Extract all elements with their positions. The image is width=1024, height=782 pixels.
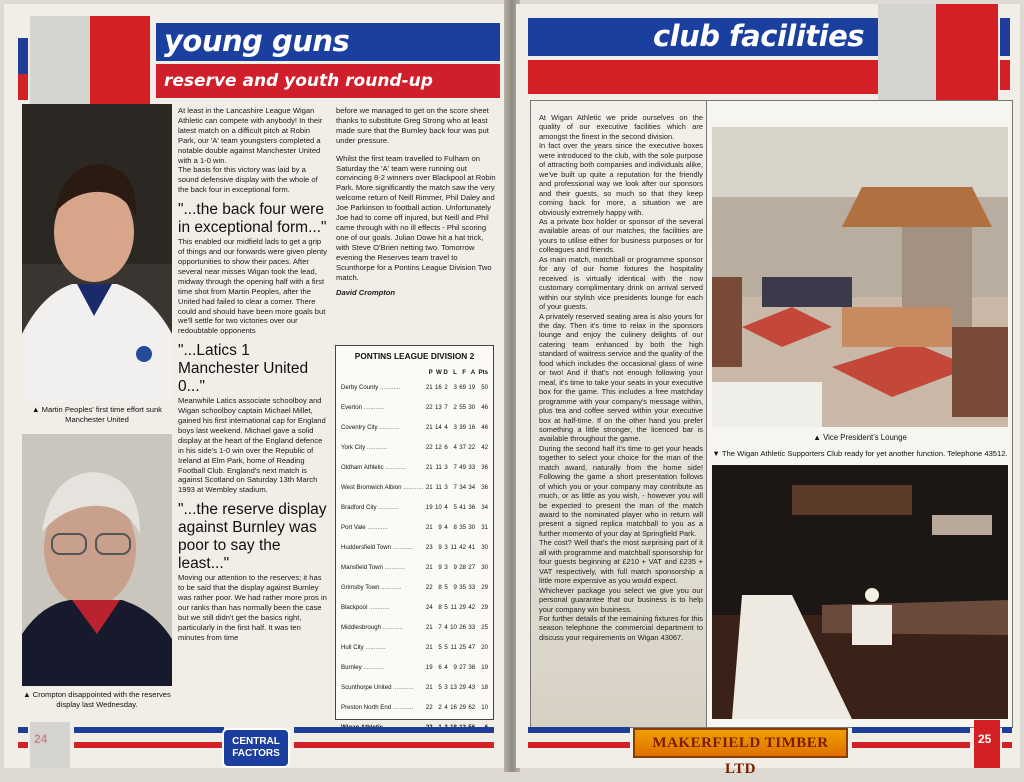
table-cell: 21 xyxy=(425,423,433,431)
table-cell: 33 xyxy=(468,583,476,591)
photo-frame xyxy=(706,100,1013,728)
table-cell: 11 xyxy=(450,603,457,611)
table-row xyxy=(341,597,488,617)
table-cell: 34 xyxy=(468,483,476,491)
table-cell: 3 xyxy=(444,483,448,491)
team-name: Huddersfield Town ..... xyxy=(341,537,424,557)
paragraph: The basis for this victory was laid by a sound defensive display with the whole of the back four in exceptional form. xyxy=(178,165,318,195)
table-cell: 6 xyxy=(438,663,442,671)
table-cell: 19 xyxy=(425,503,433,511)
table-cell: 34 xyxy=(481,503,488,511)
paragraph: At Wigan Athletic we pride ourselves on the quality of our executive facilities which are amongst the finest in the second division. xyxy=(539,113,703,141)
stripe xyxy=(18,74,28,100)
team-name: York City ..... xyxy=(341,437,424,457)
stripe xyxy=(528,727,630,733)
pull-quote: "...the reserve display against Burnley was poor to say the least..." xyxy=(178,501,327,573)
table-cell: 3 xyxy=(453,383,457,391)
photo-martin-peoples xyxy=(22,104,172,402)
table-cell: 21 xyxy=(425,683,433,691)
team-name: Mansfield Town ..... xyxy=(341,557,424,577)
table-cell: 21 xyxy=(425,383,433,391)
table-cell: 43 xyxy=(468,683,476,691)
table-cell: 36 xyxy=(468,503,476,511)
table-cell: 46 xyxy=(481,403,488,411)
team-name: Everton ..... xyxy=(341,397,424,417)
table-cell: 22 xyxy=(468,443,476,451)
team-name: Bradford City ..... xyxy=(341,497,424,517)
table-cell: 26 xyxy=(459,623,467,631)
table-cell: 37 xyxy=(459,443,467,451)
article-column-2 xyxy=(336,106,496,298)
facilities-article xyxy=(530,100,710,728)
paragraph: A privately reserved seating area is also yours for the day. Then it's time to relax in the sponsors lounge and enjoy the culinery delights of our catering team enhanced by both the high standard of waitress service and the quality of the food which includes the occasional glass of wine or two! And if that's not enough following your meal, it's time to take your seats in your executive box for the game. This includes a free matchday programme with your company's message within, plus tea and coffee served within your executive box at half-time. If on the other hand you prefer something a little stronger, the licenced bar is available throughout the game. xyxy=(539,311,703,444)
page-title: club facilities xyxy=(652,19,864,53)
table-cell: 16 xyxy=(435,383,442,391)
page-number: 24 xyxy=(34,732,48,746)
table-cell: 21 xyxy=(425,523,433,531)
table-cell: 21 xyxy=(425,623,433,631)
table-cell: 10 xyxy=(450,623,457,631)
table-cell: 7 xyxy=(453,463,457,471)
team-name: Scunthorpe United ..... xyxy=(341,677,424,697)
table-row xyxy=(341,477,488,497)
makerfield-timber-ad xyxy=(633,728,848,777)
table-cell: 31 xyxy=(481,523,488,531)
stripe xyxy=(852,727,970,733)
col-header: Pts xyxy=(478,368,488,376)
table-cell: 29 xyxy=(459,683,467,691)
table-cell: 23 xyxy=(425,543,433,551)
table-cell: 22 xyxy=(425,443,433,451)
table-cell: 42 xyxy=(459,543,467,551)
table-cell: 5 xyxy=(453,503,457,511)
table-cell: 22 xyxy=(425,583,433,591)
table-cell: 19 xyxy=(425,663,433,671)
table-header-row xyxy=(341,367,488,377)
team-name: Hull City ..... xyxy=(341,637,424,657)
byline: David Crompton xyxy=(336,288,396,298)
table-row xyxy=(341,397,488,417)
table-cell: 2 xyxy=(453,403,457,411)
table-cell: 11 xyxy=(435,483,442,491)
photo-supporters-club xyxy=(712,465,1008,719)
table-row xyxy=(341,537,488,557)
table-cell: 36 xyxy=(481,483,488,491)
table-cell: 19 xyxy=(468,383,476,391)
table-cell: 21 xyxy=(425,563,433,571)
caption-text: The Wigan Athletic Supporters Club ready for yet another function. Telephone 43512. xyxy=(721,449,1008,458)
table-cell: 4 xyxy=(453,443,457,451)
table-cell: 2 xyxy=(438,703,442,711)
left-page xyxy=(4,4,508,768)
stripe xyxy=(528,742,630,748)
table-cell: 11 xyxy=(450,543,457,551)
table-cell: 42 xyxy=(468,603,476,611)
paragraph: The cost? Well that's the most surprising part of it all with programme and matchball sponsorship for four guests beginning at £210 + VAT and £235 + VAT respectively, with full match sponsorship a little more expensive as you would expect. xyxy=(539,538,703,586)
table-cell: 11 xyxy=(450,643,457,651)
table-cell: 35 xyxy=(459,583,467,591)
table-row xyxy=(341,517,488,537)
table-row xyxy=(341,617,488,637)
league-table-title: PONTINS LEAGUE DIVISION 2 xyxy=(354,351,475,361)
table-cell: 21 xyxy=(425,483,433,491)
table-cell: 5 xyxy=(438,643,442,651)
stripe xyxy=(18,727,28,733)
table-cell: 9 xyxy=(453,663,457,671)
sponsor-name: MAKERFIELD TIMBER LTD xyxy=(652,735,829,777)
table-cell: 62 xyxy=(468,703,476,711)
table-cell: 12 xyxy=(435,443,442,451)
team-name: Preston North End ..... xyxy=(341,697,424,717)
caption-text: Martin Peoples' first time effort sunk Manchester United xyxy=(41,405,162,424)
logo-line: FACTORS xyxy=(232,748,280,759)
table-cell: 30 xyxy=(468,523,476,531)
table-cell: 30 xyxy=(481,563,488,571)
stripe xyxy=(74,742,224,748)
lounge-image xyxy=(712,127,1008,427)
paragraph: Meanwhile Latics associate schoolboy and Wigan schoolboy captain Michael Millet, gained his first international cap for England boys last weekend. Michael gave a solid display at the heart of the England defence in his side's 1-0 win over the Republic of Ireland at Elm Park, home of Reading Football Club. England's next match is against Scotland on Saturday 13th March 1993 at Wembley stadium. xyxy=(178,396,326,495)
league-table-grid xyxy=(341,367,488,737)
pull-quote: "...Latics 1 Manchester United 0..." xyxy=(178,342,309,396)
col-header: W xyxy=(436,368,442,376)
team-name: Derby County ..... xyxy=(341,377,424,397)
team-name: Burnley ..... xyxy=(341,657,424,677)
caption-text: Vice President's Lounge xyxy=(823,433,907,442)
table-cell: 8 xyxy=(438,603,442,611)
table-row xyxy=(341,577,488,597)
paragraph: Moving our attention to the reserves; it has to be said that the display against Burnley was rather poor. We had rather more pros in our ranks than has normally been the case but we still didn't get the basics right, particularly in the first half. It was ten minutes from time xyxy=(178,573,327,642)
table-row xyxy=(341,417,488,437)
page-subtitle: reserve and youth round-up xyxy=(164,71,433,91)
paragraph: As a private box holder or sponsor of the several available areas of our matches, the facilities are yours to utilise either for business purposes or for colleagues and friends. xyxy=(539,216,703,255)
table-cell: 9 xyxy=(438,563,442,571)
team-name: Grimsby Town ..... xyxy=(341,577,424,597)
photo-vp-lounge xyxy=(712,127,1008,427)
table-cell: 9 xyxy=(438,523,442,531)
page-title: young guns xyxy=(164,24,350,58)
team-name: Blackpool ..... xyxy=(341,597,424,617)
table-cell: 5 xyxy=(444,583,448,591)
table-row xyxy=(341,697,488,717)
stripe xyxy=(1000,60,1010,90)
paragraph: In fact over the years since the executive boxes were introduced to the club, with the sole purpose of attracting both companies and individuals alike, we've built up quite a reputation for the friendly and professional way we look after our sponsors and their guests, so much so that they keep coming back for more, a situation we are obviously extremely happy with. xyxy=(539,141,703,217)
table-cell: 9 xyxy=(453,563,457,571)
table-row xyxy=(341,377,488,397)
player-portrait-2 xyxy=(22,434,172,686)
table-cell: 25 xyxy=(459,643,467,651)
table-row xyxy=(341,677,488,697)
table-cell: 5 xyxy=(444,603,448,611)
stripe xyxy=(18,742,28,748)
table-cell: 50 xyxy=(481,383,488,391)
table-row xyxy=(341,437,488,457)
table-cell: 21 xyxy=(425,643,433,651)
stripe xyxy=(852,742,970,748)
table-cell: 4 xyxy=(444,663,448,671)
caption-text: Crompton disappointed with the reserves display last Wednesday. xyxy=(32,690,171,709)
paragraph: Whilst the first team travelled to Fulham on Saturday the 'A' team were running out convincing 8-2 winners over Blackpool at Robin Park. More significantly the match saw the very welcome return of Neill Rimmer, Phil Daley and Joe Parkinson to football action. Unfortunately Joe had to come off injured, but Neill and Phil came through with no ill effects - Phil scoring one of our goals. Julian Dowe hit a hat trick, with Steve O'Brien netting two. Tomorrow evening the Reserves team travel to Scunthorpe for a Pontins League Division Two match. xyxy=(336,153,496,282)
paragraph: During the second half it's time to get your heads together to select your choice for the man of the match award, naturally from the home side! Following the game a short presentation follows of which you or your company may contribute as much, or as little as you wish, - however you will be expected to present the man of the match award to the nominated player who in return will present a signed replica matchball to you as a further momento of your day at Springfield Park. xyxy=(539,443,703,538)
table-cell: 29 xyxy=(481,583,488,591)
photo-caption-1: ▲ Martin Peoples' first time effort sunk Manchester United xyxy=(32,405,162,424)
subtitle-banner xyxy=(156,64,500,98)
table-cell: 7 xyxy=(438,623,442,631)
paragraph: This enabled our midfield lads to get a grip of things and our forwards were given plenty opportunities to show their paces. After several near misses Wigan took the lead, midway through the opening half with a first time shot from Martin Peoples, after the United had failed to clear a corner. There could and should have been more goals but we'll settle for two victories over our redoubtable opponents xyxy=(178,237,328,336)
table-cell: 4 xyxy=(444,523,448,531)
col-header: F xyxy=(462,368,467,376)
article-column-1 xyxy=(178,106,328,720)
table-cell: 29 xyxy=(459,603,467,611)
table-cell: 8 xyxy=(438,583,442,591)
stripe xyxy=(74,727,224,733)
table-cell: 25 xyxy=(481,623,488,631)
table-cell: 28 xyxy=(459,563,467,571)
table-cell: 14 xyxy=(435,423,442,431)
table-cell: 38 xyxy=(468,663,476,671)
page-title-banner xyxy=(528,18,878,56)
team-name: West Bromwich Albion ..... xyxy=(341,477,424,497)
league-table xyxy=(335,345,494,720)
table-cell: 8 xyxy=(453,523,457,531)
table-row xyxy=(341,497,488,517)
table-cell: 13 xyxy=(450,683,457,691)
table-cell: 35 xyxy=(459,523,467,531)
function-room-image xyxy=(712,465,1008,719)
player-portrait-1 xyxy=(22,104,172,402)
stripe xyxy=(1002,727,1012,733)
table-cell: 41 xyxy=(468,543,476,551)
paragraph: before we managed to get on the score sheet thanks to substitute Greg Strong who at least made sure that the Burnley back four was put under pressure. xyxy=(336,106,489,145)
table-cell: 33 xyxy=(468,623,476,631)
col-header: D xyxy=(443,368,448,376)
stripe xyxy=(294,727,494,733)
table-cell: 18 xyxy=(481,683,488,691)
table-cell: 20 xyxy=(481,643,488,651)
table-cell: 21 xyxy=(425,463,433,471)
photo-crompton xyxy=(22,434,172,686)
table-cell: 13 xyxy=(435,403,442,411)
table-cell: 33 xyxy=(468,463,476,471)
title-red-band xyxy=(528,60,878,94)
photo-caption-3: ▲ Vice President's Lounge xyxy=(813,433,907,442)
stripe xyxy=(1000,18,1010,56)
table-cell: 24 xyxy=(425,603,433,611)
table-cell: 9 xyxy=(438,543,442,551)
table-cell: 19 xyxy=(481,663,488,671)
table-cell: 9 xyxy=(453,583,457,591)
table-cell: 5 xyxy=(438,683,442,691)
table-cell: 29 xyxy=(459,703,467,711)
table-row xyxy=(341,637,488,657)
col-header: L xyxy=(453,368,457,376)
paragraph: At least in the Lancashire League Wigan Athletic can compete with anybody! In their latest match on a difficult pitch at Robin Park, our 'A' team youngsters completed a notable double against Manchester United with a 1-0 win. xyxy=(178,106,323,165)
table-cell: 2 xyxy=(444,383,448,391)
table-cell: 49 xyxy=(459,463,467,471)
table-cell: 3 xyxy=(444,463,448,471)
paragraph: For further details of the remaining fixtures for this season telephone the commercial department to discuss your requirements on Wigan 43067. xyxy=(539,614,703,642)
table-cell: 10 xyxy=(435,503,442,511)
team-name: Middlesbrough ..... xyxy=(341,617,424,637)
central-factors-logo xyxy=(222,728,290,768)
table-cell: 29 xyxy=(481,603,488,611)
table-cell: 7 xyxy=(444,403,448,411)
stripe xyxy=(1002,742,1012,748)
table-row xyxy=(341,557,488,577)
table-cell: 27 xyxy=(468,563,476,571)
page-number: 25 xyxy=(978,732,992,746)
pull-quote: "...the back four were in exceptional form..." xyxy=(178,201,327,237)
table-cell: 16 xyxy=(468,423,476,431)
table-row xyxy=(341,657,488,677)
table-cell: 5 xyxy=(444,643,448,651)
col-header: A xyxy=(470,368,476,376)
table-cell: 36 xyxy=(481,463,488,471)
table-cell: 42 xyxy=(481,443,488,451)
table-cell: 39 xyxy=(459,423,467,431)
paragraph: Whichever package you select we give you our personal guarantee that our business is to help your company win business. xyxy=(539,585,703,614)
table-cell: 69 xyxy=(459,383,467,391)
paragraph: As main match, matchball or programme sponsor for any of our home fixtures the hospitality received is virtually identical with the now customary complimentary drink on arrival served within our stylish vice presidents lounge for each of your guests. xyxy=(539,254,703,312)
table-cell: 7 xyxy=(453,483,457,491)
table-cell: 4 xyxy=(444,503,448,511)
table-cell: 55 xyxy=(459,403,467,411)
table-cell: 3 xyxy=(444,683,448,691)
table-cell: 6 xyxy=(444,443,448,451)
table-cell: 16 xyxy=(450,703,457,711)
table-cell: 11 xyxy=(435,463,442,471)
team-name: Oldham Athletic ..... xyxy=(341,457,424,477)
table-cell: 27 xyxy=(459,663,467,671)
table-cell: 4 xyxy=(444,703,448,711)
table-cell: 46 xyxy=(481,423,488,431)
table-cell: 3 xyxy=(453,423,457,431)
table-cell: 4 xyxy=(444,623,448,631)
table-cell: 22 xyxy=(425,403,433,411)
table-cell: 30 xyxy=(481,543,488,551)
table-cell: 10 xyxy=(481,703,488,711)
photo-caption-4: ▼ The Wigan Athletic Supporters Club ready for yet another function. Telephone 43512. xyxy=(712,449,1008,458)
table-cell: 41 xyxy=(459,503,467,511)
col-header: P xyxy=(428,368,433,376)
table-cell: 4 xyxy=(444,423,448,431)
table-cell: 34 xyxy=(459,483,467,491)
table-cell: 3 xyxy=(444,543,448,551)
stripe xyxy=(294,742,494,748)
team-name: Port Vale ..... xyxy=(341,517,424,537)
page-title-banner xyxy=(156,23,500,61)
table-cell: 47 xyxy=(468,643,476,651)
photo-caption-2: ▲ Crompton disappointed with the reserves display last Wednesday. xyxy=(23,690,171,709)
logo-line: CENTRAL xyxy=(232,736,280,747)
team-name: Coventry City ..... xyxy=(341,417,424,437)
table-cell: 3 xyxy=(444,563,448,571)
table-row xyxy=(341,457,488,477)
table-cell: 30 xyxy=(468,403,476,411)
table-cell: 22 xyxy=(425,703,433,711)
right-page xyxy=(516,4,1020,777)
